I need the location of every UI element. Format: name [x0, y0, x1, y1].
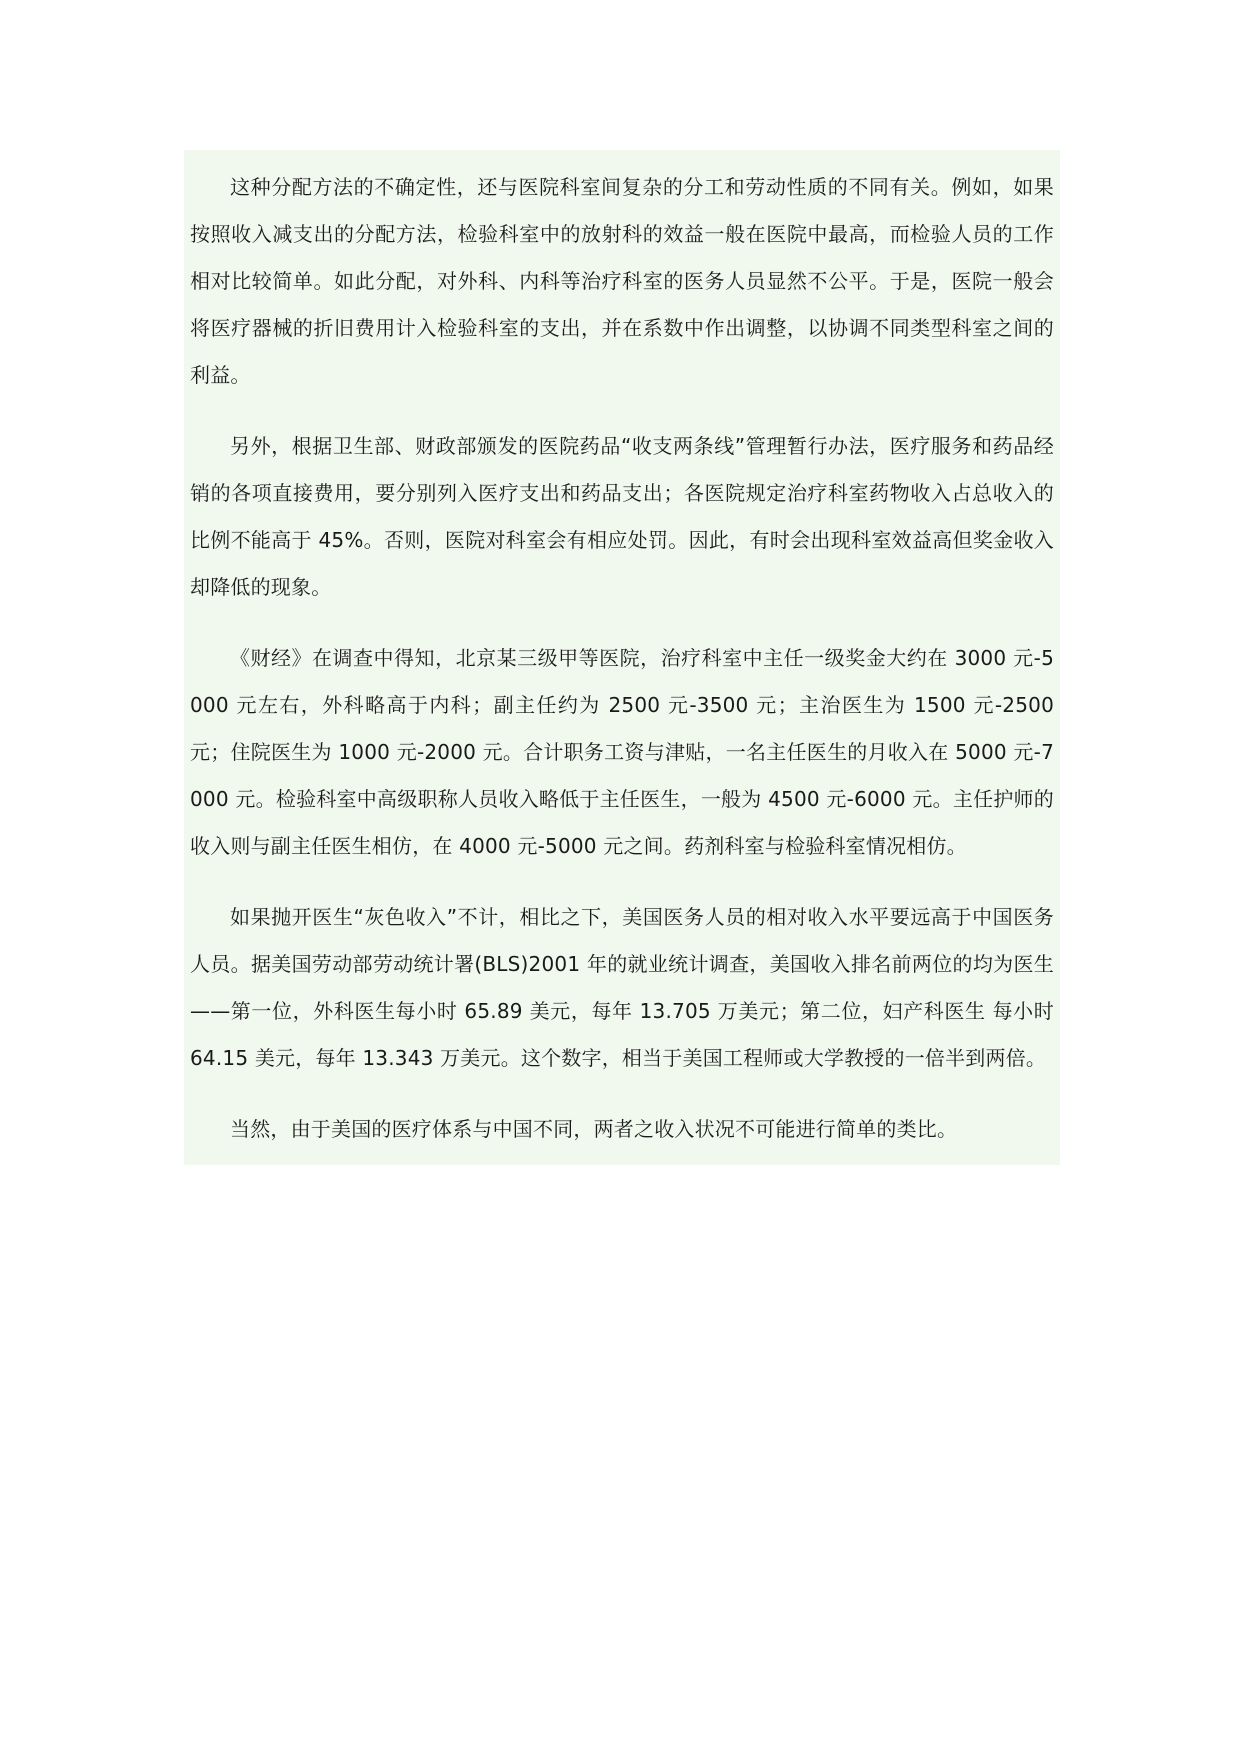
paragraph-drug-income-rules: 另外，根据卫生部、财政部颁发的医院药品“收支两条线”管理暂行办法，医疗服务和药品经销的各项直接费用，要分别列入医疗支出和药品支出；各医院规定治疗科室药物收入占总收入的比例不能高于 45%。否则，医院对科室会有相应处罚。因此，有时会出现科室效益高但奖金收入却降低的现象。 [190, 434, 1054, 599]
paragraph-distribution-uncertainty: 这种分配方法的不确定性，还与医院科室间复杂的分工和劳动性质的不同有关。例如，如果按照收入减支出的分配方法，检验科室中的放射科的效益一般在医院中最高，而检验人员的工作相对比较简单。如此分配，对外科、内科等治疗科室的医务人员显然不公平。于是，医院一般会将医疗器械的折旧费用计入检验科室的支出，并在系数中作出调整，以协调不同类型科室之间的利益。 [190, 175, 1054, 387]
article-text-block [184, 150, 1060, 1165]
paragraph-us-comparison: 如果抛开医生“灰色收入”不计，相比之下，美国医务人员的相对收入水平要远高于中国医务人员。据美国劳动部劳动统计署(BLS)2001 年的就业统计调查，美国收入排名前两位的均为医生——第一位，外科医生每小时 65.89 美元，每年 13.705 万美元；第二位，妇产科医生 每小时 64.15 美元，每年 13.343 万美元。这个数字，相当于美国工程师或大学教授的一倍半到两倍。 [190, 905, 1054, 1070]
paragraph-beijing-bonus-survey: 《财经》在调查中得知，北京某三级甲等医院，治疗科室中主任一级奖金大约在 3000 元-5000 元左右，外科略高于内科；副主任约为 2500 元-3500 元；主治医生为 1500 元-2500 元；住院医生为 1000 元-2000 元。合计职务工资与津贴，一名主任医生的月收入在 5000 元-7000 元。检验科室中高级职称人员收入略低于主任医生，一般为 4500 元-6000 元。主任护师的收入则与副主任医生相仿，在 4000 元-5000 元之间。药剂科室与检验科室情况相仿。 [190, 646, 1054, 858]
paragraph-conclusion: 当然，由于美国的医疗体系与中国不同，两者之收入状况不可能进行简单的类比。 [230, 1117, 958, 1141]
